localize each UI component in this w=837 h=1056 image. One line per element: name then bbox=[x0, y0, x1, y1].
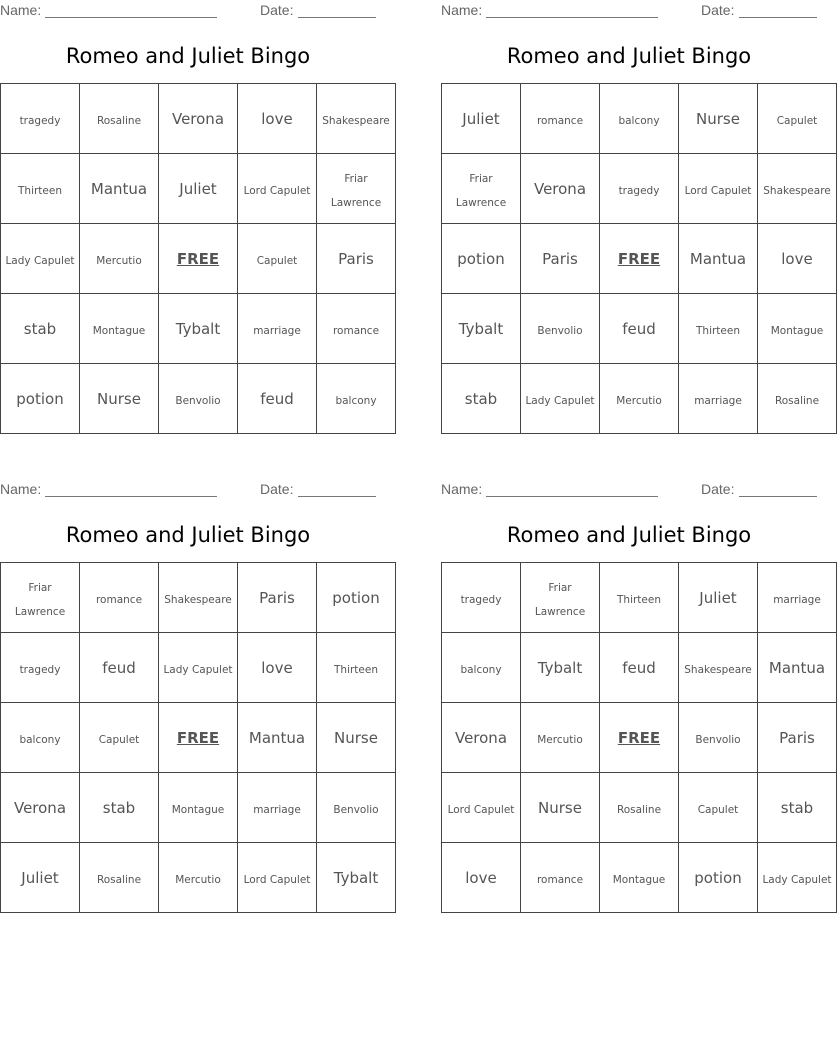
bingo-word: romance bbox=[95, 593, 143, 606]
bingo-word: Verona bbox=[171, 109, 225, 128]
bingo-word: love bbox=[465, 868, 497, 887]
date-label: Date: bbox=[260, 2, 294, 18]
bingo-word: Mantua bbox=[90, 179, 148, 198]
free-space-cell[interactable] bbox=[159, 224, 238, 294]
bingo-word: feud bbox=[260, 389, 294, 408]
bingo-word: Lord Capulet bbox=[243, 184, 311, 197]
bingo-cell[interactable] bbox=[600, 843, 679, 913]
bingo-word: Tybalt bbox=[537, 658, 583, 677]
name-field[interactable] bbox=[486, 17, 658, 18]
name-label: Name: bbox=[441, 481, 483, 497]
bingo-cell[interactable] bbox=[238, 364, 317, 434]
bingo-word: Nurse bbox=[538, 798, 582, 817]
bingo-cell[interactable] bbox=[80, 84, 159, 154]
bingo-cell[interactable] bbox=[442, 843, 521, 913]
bingo-grid bbox=[0, 562, 396, 913]
bingo-cell[interactable] bbox=[159, 633, 238, 703]
card-title: Romeo and Juliet Bingo bbox=[65, 44, 311, 68]
bingo-word: Lord Capulet bbox=[447, 803, 515, 816]
bingo-cell[interactable] bbox=[80, 224, 159, 294]
bingo-cell[interactable] bbox=[238, 154, 317, 224]
bingo-cell[interactable] bbox=[521, 703, 600, 773]
bingo-cell[interactable] bbox=[159, 773, 238, 843]
bingo-cell[interactable] bbox=[521, 633, 600, 703]
bingo-word: Lady Capulet bbox=[762, 873, 832, 886]
bingo-cell[interactable] bbox=[442, 84, 521, 154]
bingo-word: feud bbox=[622, 319, 656, 338]
bingo-cell[interactable] bbox=[80, 703, 159, 773]
bingo-word: Thirteen bbox=[334, 663, 378, 676]
name-field[interactable] bbox=[486, 496, 658, 497]
bingo-word: stab bbox=[102, 798, 136, 817]
card-header bbox=[0, 481, 376, 499]
bingo-row bbox=[442, 773, 837, 843]
bingo-word: feud bbox=[102, 658, 136, 677]
bingo-row bbox=[1, 294, 396, 364]
bingo-word: feud bbox=[622, 658, 656, 677]
bingo-word: Benvolio bbox=[333, 803, 379, 816]
bingo-cell[interactable] bbox=[238, 633, 317, 703]
bingo-cell[interactable] bbox=[442, 154, 521, 224]
free-space-cell[interactable] bbox=[600, 224, 679, 294]
bingo-card-1 bbox=[0, 0, 390, 440]
bingo-word: Capulet bbox=[697, 803, 739, 816]
bingo-cell[interactable] bbox=[600, 294, 679, 364]
card-header bbox=[0, 2, 376, 20]
bingo-cell[interactable] bbox=[238, 843, 317, 913]
bingo-cell[interactable] bbox=[521, 294, 600, 364]
free-space-label: FREE bbox=[176, 249, 220, 268]
bingo-cell[interactable] bbox=[679, 633, 758, 703]
bingo-word: Mantua bbox=[689, 249, 747, 268]
bingo-row bbox=[442, 84, 837, 154]
bingo-cell[interactable] bbox=[758, 843, 837, 913]
bingo-cell[interactable] bbox=[80, 294, 159, 364]
bingo-cell[interactable] bbox=[758, 154, 837, 224]
bingo-row bbox=[1, 563, 396, 633]
card-header bbox=[441, 2, 817, 20]
card-header bbox=[441, 481, 817, 499]
bingo-word: Nurse bbox=[334, 728, 378, 747]
bingo-cell[interactable] bbox=[600, 364, 679, 434]
bingo-grid bbox=[441, 83, 837, 434]
bingo-word: romance bbox=[536, 114, 584, 127]
bingo-row bbox=[442, 294, 837, 364]
bingo-word: Paris bbox=[259, 588, 295, 607]
bingo-card-2 bbox=[441, 0, 831, 440]
bingo-row bbox=[442, 843, 837, 913]
bingo-word: Mercutio bbox=[537, 733, 583, 746]
bingo-cell[interactable] bbox=[1, 633, 80, 703]
bingo-word: Lady Capulet bbox=[525, 394, 595, 407]
name-field[interactable] bbox=[45, 496, 217, 497]
bingo-cell[interactable] bbox=[317, 563, 396, 633]
date-label: Date: bbox=[701, 2, 735, 18]
bingo-cell[interactable] bbox=[442, 364, 521, 434]
bingo-word: Nurse bbox=[97, 389, 141, 408]
bingo-cell[interactable] bbox=[80, 843, 159, 913]
bingo-word: Paris bbox=[542, 249, 578, 268]
bingo-cell[interactable] bbox=[521, 84, 600, 154]
bingo-cell[interactable] bbox=[238, 563, 317, 633]
bingo-cell[interactable] bbox=[238, 294, 317, 364]
bingo-word: Capulet bbox=[98, 733, 140, 746]
bingo-cell[interactable] bbox=[600, 773, 679, 843]
bingo-word: Montague bbox=[770, 324, 824, 337]
bingo-cell[interactable] bbox=[758, 773, 837, 843]
bingo-cell[interactable] bbox=[317, 773, 396, 843]
bingo-cell[interactable] bbox=[758, 84, 837, 154]
bingo-cell[interactable] bbox=[600, 633, 679, 703]
name-field[interactable] bbox=[45, 17, 217, 18]
bingo-word: Lady Capulet bbox=[5, 254, 75, 267]
bingo-word: Shakespeare bbox=[322, 114, 390, 127]
bingo-word: Juliet bbox=[699, 588, 737, 607]
date-field[interactable] bbox=[298, 496, 376, 497]
bingo-word: Friar Lawrence bbox=[534, 582, 586, 618]
bingo-word: Verona bbox=[13, 798, 67, 817]
bingo-word: Benvolio bbox=[175, 394, 221, 407]
bingo-word: Mercutio bbox=[96, 254, 142, 267]
bingo-cell[interactable] bbox=[159, 563, 238, 633]
bingo-cell[interactable] bbox=[521, 563, 600, 633]
free-space-label: FREE bbox=[617, 728, 661, 747]
bingo-cell[interactable] bbox=[159, 843, 238, 913]
bingo-word: romance bbox=[536, 873, 584, 886]
card-title: Romeo and Juliet Bingo bbox=[65, 523, 311, 547]
bingo-row bbox=[1, 224, 396, 294]
bingo-word: Friar Lawrence bbox=[330, 173, 382, 209]
bingo-cell[interactable] bbox=[679, 154, 758, 224]
bingo-word: tragedy bbox=[19, 663, 61, 676]
bingo-cell[interactable] bbox=[80, 154, 159, 224]
bingo-word: Mantua bbox=[768, 658, 826, 677]
bingo-cell[interactable] bbox=[679, 294, 758, 364]
bingo-cell[interactable] bbox=[1, 703, 80, 773]
bingo-cell[interactable] bbox=[1, 294, 80, 364]
bingo-row bbox=[1, 703, 396, 773]
bingo-cell[interactable] bbox=[317, 364, 396, 434]
bingo-word: Lord Capulet bbox=[684, 184, 752, 197]
bingo-cell[interactable] bbox=[159, 84, 238, 154]
bingo-cell[interactable] bbox=[317, 294, 396, 364]
bingo-cell[interactable] bbox=[238, 703, 317, 773]
bingo-cell[interactable] bbox=[442, 224, 521, 294]
bingo-word: love bbox=[261, 658, 293, 677]
bingo-word: Mantua bbox=[248, 728, 306, 747]
free-space-cell[interactable] bbox=[159, 703, 238, 773]
bingo-cell[interactable] bbox=[1, 154, 80, 224]
bingo-cell[interactable] bbox=[758, 703, 837, 773]
bingo-word: marriage bbox=[773, 593, 821, 606]
date-field[interactable] bbox=[298, 17, 376, 18]
bingo-word: Friar Lawrence bbox=[14, 582, 66, 618]
bingo-cell[interactable] bbox=[317, 224, 396, 294]
bingo-word: Verona bbox=[533, 179, 587, 198]
bingo-cell[interactable] bbox=[521, 154, 600, 224]
name-label: Name: bbox=[0, 2, 42, 18]
bingo-cell[interactable] bbox=[679, 84, 758, 154]
bingo-cell[interactable] bbox=[442, 294, 521, 364]
bingo-word: romance bbox=[332, 324, 380, 337]
bingo-word: Rosaline bbox=[774, 394, 820, 407]
bingo-cell[interactable] bbox=[159, 294, 238, 364]
bingo-cell[interactable] bbox=[1, 364, 80, 434]
bingo-row bbox=[1, 843, 396, 913]
bingo-row bbox=[442, 563, 837, 633]
bingo-cell[interactable] bbox=[238, 773, 317, 843]
bingo-cell[interactable] bbox=[600, 84, 679, 154]
name-label: Name: bbox=[441, 2, 483, 18]
bingo-word: tragedy bbox=[19, 114, 61, 127]
bingo-word: tragedy bbox=[618, 184, 660, 197]
bingo-word: Shakespeare bbox=[684, 663, 752, 676]
bingo-word: Mercutio bbox=[175, 873, 221, 886]
bingo-cell[interactable] bbox=[80, 364, 159, 434]
bingo-cell[interactable] bbox=[758, 563, 837, 633]
bingo-word: love bbox=[261, 109, 293, 128]
bingo-cell[interactable] bbox=[679, 773, 758, 843]
bingo-row bbox=[442, 364, 837, 434]
bingo-cell[interactable] bbox=[679, 843, 758, 913]
bingo-word: Benvolio bbox=[537, 324, 583, 337]
bingo-word: Thirteen bbox=[696, 324, 740, 337]
bingo-cell[interactable] bbox=[317, 154, 396, 224]
bingo-cell[interactable] bbox=[758, 294, 837, 364]
date-label: Date: bbox=[260, 481, 294, 497]
bingo-row bbox=[1, 364, 396, 434]
bingo-cell[interactable] bbox=[758, 633, 837, 703]
bingo-word: Juliet bbox=[21, 868, 59, 887]
bingo-word: marriage bbox=[694, 394, 742, 407]
bingo-word: Mercutio bbox=[616, 394, 662, 407]
bingo-word: Rosaline bbox=[96, 114, 142, 127]
bingo-cell[interactable] bbox=[317, 84, 396, 154]
bingo-word: Shakespeare bbox=[763, 184, 831, 197]
bingo-word: tragedy bbox=[460, 593, 502, 606]
bingo-cell[interactable] bbox=[600, 563, 679, 633]
bingo-card-4 bbox=[441, 479, 832, 919]
bingo-word: stab bbox=[464, 389, 498, 408]
bingo-word: Tybalt bbox=[458, 319, 504, 338]
free-space-label: FREE bbox=[176, 728, 220, 747]
bingo-row bbox=[1, 633, 396, 703]
bingo-row bbox=[442, 154, 837, 224]
bingo-word: Montague bbox=[92, 324, 146, 337]
bingo-cell[interactable] bbox=[442, 773, 521, 843]
bingo-cell[interactable] bbox=[679, 703, 758, 773]
bingo-word: marriage bbox=[253, 803, 301, 816]
bingo-cell[interactable] bbox=[521, 773, 600, 843]
bingo-word: Lord Capulet bbox=[243, 873, 311, 886]
bingo-word: Nurse bbox=[696, 109, 740, 128]
bingo-word: Rosaline bbox=[96, 873, 142, 886]
bingo-cell[interactable] bbox=[442, 703, 521, 773]
bingo-card-3 bbox=[0, 479, 380, 919]
bingo-cell[interactable] bbox=[442, 563, 521, 633]
bingo-cell[interactable] bbox=[442, 633, 521, 703]
bingo-row bbox=[442, 224, 837, 294]
bingo-word: Juliet bbox=[462, 109, 500, 128]
bingo-cell[interactable] bbox=[238, 224, 317, 294]
bingo-word: love bbox=[781, 249, 813, 268]
bingo-cell[interactable] bbox=[159, 154, 238, 224]
card-title: Romeo and Juliet Bingo bbox=[506, 44, 752, 68]
bingo-cell[interactable] bbox=[758, 364, 837, 434]
bingo-word: potion bbox=[332, 588, 380, 607]
date-field[interactable] bbox=[739, 496, 817, 497]
date-field[interactable] bbox=[739, 17, 817, 18]
bingo-word: potion bbox=[694, 868, 742, 887]
bingo-word: Thirteen bbox=[617, 593, 661, 606]
bingo-cell[interactable] bbox=[679, 364, 758, 434]
bingo-row bbox=[1, 84, 396, 154]
bingo-cell[interactable] bbox=[238, 84, 317, 154]
bingo-cell[interactable] bbox=[1, 843, 80, 913]
bingo-word: Paris bbox=[779, 728, 815, 747]
name-label: Name: bbox=[0, 481, 42, 497]
free-space-label: FREE bbox=[617, 249, 661, 268]
bingo-cell[interactable] bbox=[600, 154, 679, 224]
bingo-cell[interactable] bbox=[758, 224, 837, 294]
bingo-word: balcony bbox=[335, 394, 377, 407]
bingo-cell[interactable] bbox=[317, 633, 396, 703]
bingo-cell[interactable] bbox=[159, 364, 238, 434]
bingo-word: Benvolio bbox=[695, 733, 741, 746]
bingo-grid bbox=[0, 83, 396, 434]
bingo-row bbox=[1, 154, 396, 224]
bingo-row bbox=[1, 773, 396, 843]
card-title: Romeo and Juliet Bingo bbox=[506, 523, 752, 547]
bingo-word: balcony bbox=[618, 114, 660, 127]
bingo-word: stab bbox=[780, 798, 814, 817]
bingo-cell[interactable] bbox=[317, 703, 396, 773]
bingo-word: Verona bbox=[454, 728, 508, 747]
bingo-word: balcony bbox=[460, 663, 502, 676]
bingo-row bbox=[442, 633, 837, 703]
bingo-word: Friar Lawrence bbox=[455, 173, 507, 209]
bingo-cell[interactable] bbox=[1, 773, 80, 843]
date-label: Date: bbox=[701, 481, 735, 497]
bingo-cell[interactable] bbox=[679, 224, 758, 294]
bingo-cell[interactable] bbox=[521, 224, 600, 294]
bingo-word: Capulet bbox=[256, 254, 298, 267]
bingo-cell[interactable] bbox=[521, 364, 600, 434]
bingo-word: Shakespeare bbox=[164, 593, 232, 606]
bingo-cell[interactable] bbox=[80, 563, 159, 633]
bingo-cell[interactable] bbox=[80, 633, 159, 703]
bingo-word: Tybalt bbox=[333, 868, 379, 887]
bingo-cell[interactable] bbox=[521, 843, 600, 913]
bingo-word: potion bbox=[16, 389, 64, 408]
bingo-word: Capulet bbox=[776, 114, 818, 127]
bingo-word: Paris bbox=[338, 249, 374, 268]
bingo-word: stab bbox=[23, 319, 57, 338]
bingo-word: Montague bbox=[171, 803, 225, 816]
free-space-cell[interactable] bbox=[600, 703, 679, 773]
bingo-word: Rosaline bbox=[616, 803, 662, 816]
bingo-word: marriage bbox=[253, 324, 301, 337]
bingo-word: Montague bbox=[612, 873, 666, 886]
bingo-cell[interactable] bbox=[1, 563, 80, 633]
bingo-word: potion bbox=[457, 249, 505, 268]
bingo-grid bbox=[441, 562, 837, 913]
bingo-cell[interactable] bbox=[317, 843, 396, 913]
bingo-cell[interactable] bbox=[80, 773, 159, 843]
bingo-word: Lady Capulet bbox=[163, 663, 233, 676]
bingo-word: balcony bbox=[19, 733, 61, 746]
bingo-word: Tybalt bbox=[175, 319, 221, 338]
bingo-word: Juliet bbox=[179, 179, 217, 198]
bingo-cell[interactable] bbox=[1, 84, 80, 154]
bingo-row bbox=[442, 703, 837, 773]
bingo-cell[interactable] bbox=[679, 563, 758, 633]
bingo-cell[interactable] bbox=[1, 224, 80, 294]
bingo-word: Thirteen bbox=[18, 184, 62, 197]
